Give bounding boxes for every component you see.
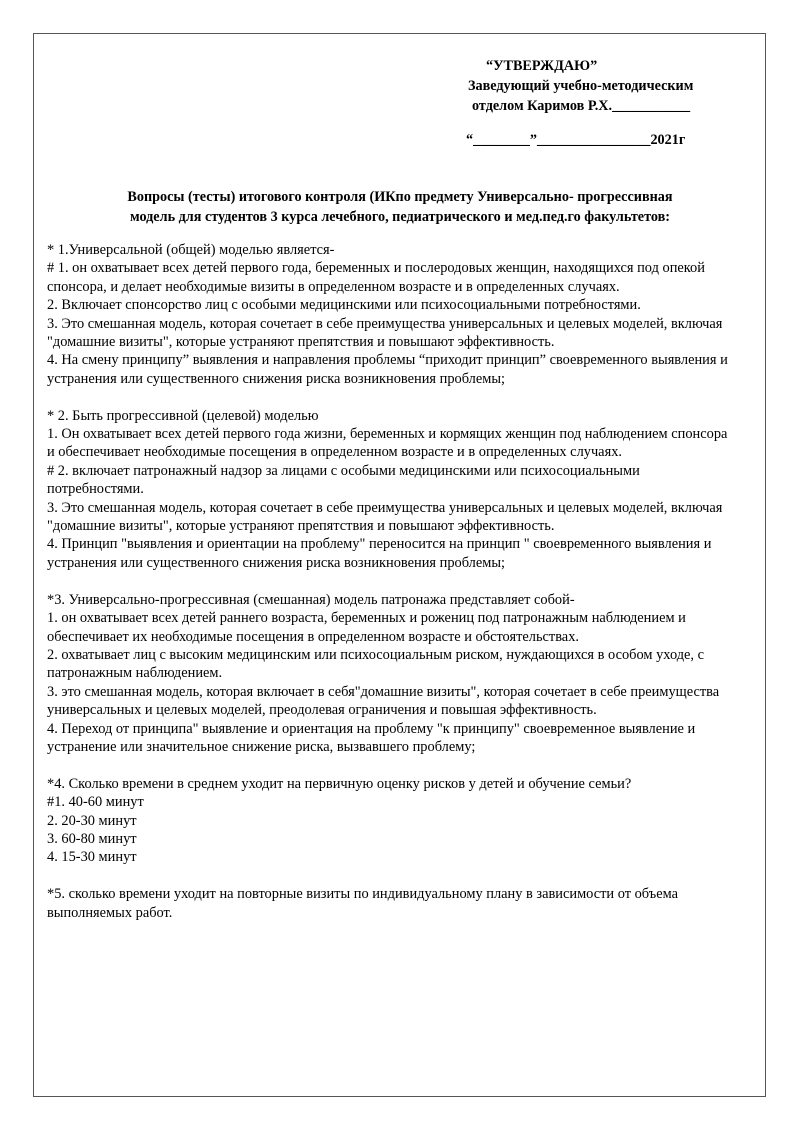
question-text: * 1.Универсальной (общей) моделью является- <box>47 242 335 258</box>
question-text: *3. Универсально-прогрессивная (смешанная) модель патронажа представляет собой- <box>47 591 575 608</box>
answer-option: 4. На смену принципу” выявления и направления проблемы “приходит принцип” своевременного выявления и устранения или существенного снижения риска возникновения проблемы; <box>47 352 728 387</box>
title-line-2: модель для студентов 3 курса лечебного, педиатрического и мед.пед.го факультетов: <box>129 209 671 225</box>
answer-option: 2. Включает спонсорство лиц с особыми медицинскими или психосоциальными потребностями. <box>47 297 641 314</box>
question-2 <box>47 407 737 573</box>
question-4 <box>47 775 737 867</box>
answer-option: 1. Он охватывает всех детей первого года жизни, беременных и кормящих женщин под наблюдением спонсора и обеспечивает необходимые посещения в определенном возрасте и в определенных случаях. <box>47 426 728 461</box>
answer-option: # 1. он охватывает всех детей первого года, беременных и послеродовых женщин, находящихся под опекой спонсора, и делает необходимые визиты в определенном возрасте и в определенных случаях. <box>47 260 705 295</box>
answer-option: 3. Это смешанная модель, которая сочетает в себе преимущества универсальных и целевых моделей, включая "домашние визиты", которые устраняют препятствия и повышают эффективность. <box>47 315 723 351</box>
answer-option: 3. Это смешанная модель, которая сочетает в себе преимущества универсальных и целевых моделей, включая "домашние визиты", которые устраняют препятствия и повышают эффективность. <box>47 499 723 535</box>
question-3 <box>47 591 737 757</box>
answer-option: 2. охватывает лиц с высоким медицинским или психосоциальным риском, нуждающихся в особом уходе, с патронажным наблюдением. <box>47 646 705 682</box>
questions-list <box>47 241 737 940</box>
document-title <box>44 187 756 227</box>
question-1 <box>47 241 737 388</box>
answer-option: 1. он охватывает всех детей раннего возраста, беременных и рожениц под патронажным наблюдением и обеспечивает их необходимые посещения в определенном возрасте и обстоятельствах. <box>47 610 686 645</box>
answer-option: 4. 15-30 минут <box>47 849 137 866</box>
approval-block <box>462 56 742 150</box>
question-5 <box>47 885 737 922</box>
answer-option: 4. Принцип "выявления и ориентации на проблему" переносится на принцип " своевременного выявления и устранения или существенного снижения риска возникновения проблемы; <box>47 536 712 571</box>
answer-option: # 2. включает патронажный надзор за лицами с особыми медицинскими или психосоциальными потребностями. <box>47 462 640 498</box>
question-text: *5. сколько времени уходит на повторные визиты по индивидуальному плану в зависимости от объема выполняемых работ. <box>47 886 678 921</box>
question-text: *4. Сколько времени в среднем уходит на первичную оценку рисков у детей и обучение семьи? <box>47 775 632 792</box>
approval-heading: “УТВЕРЖДАЮ” <box>486 58 598 74</box>
approval-name: отделом Каримов Р.Х.___________ <box>472 98 691 114</box>
answer-option: 4. Переход от принципа" выявление и ориентация на проблему "к принципу" своевременное выявление и устранение или значительное снижение риска, вызвавшего проблему; <box>47 720 696 755</box>
answer-option: 3. это смешанная модель, которая включает в себя"домашние визиты", которая сочетает в себе преимущества универсальных и целевых моделей, преодолевая ограничения и повышая эффективность. <box>47 683 720 719</box>
question-text: * 2. Быть прогрессивной (целевой) моделью <box>47 407 319 424</box>
answer-option: 2. 20-30 минут <box>47 812 137 829</box>
approval-position: Заведующий учебно-методическим <box>468 78 694 94</box>
title-line-1: Вопросы (тесты) итогового контроля (ИКпо предмету Универсально- прогрессивная <box>127 189 673 205</box>
answer-option: #1. 40-60 минут <box>47 794 144 811</box>
approval-date: “________”________________2021г <box>466 132 686 148</box>
answer-option: 3. 60-80 минут <box>47 830 137 847</box>
